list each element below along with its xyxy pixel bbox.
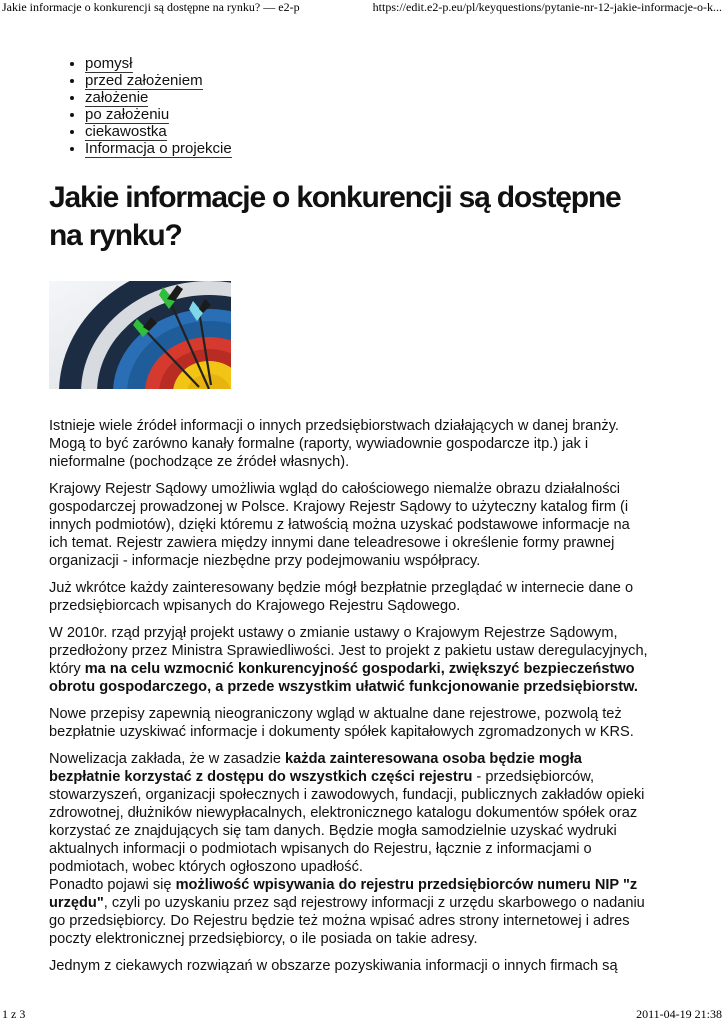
nav-link-ciekawostka[interactable]: ciekawostka (85, 123, 167, 140)
print-footer (0, 1006, 724, 1022)
paragraph-4-text: W 2010r. rząd przyjął projekt ustawy o zmianie ustawy o Krajowym Rejestrze Sądowym, przedłożony przez Ministra Sprawiedliwości. Jest to projekt z pakietu ustaw deregulacyjnych, który (49, 625, 648, 677)
paragraph-6-text-a: Nowelizacja zakłada, że w zasadzie (49, 751, 286, 767)
nav-item-przed-zalozeniem (85, 72, 649, 89)
section-nav (49, 55, 649, 157)
paragraph-7-text-c: , czyli po uzyskaniu przez sąd rejestrowy informacji z urzędu skarbowego o nadaniu go przedsiębiorcy. Do Rejestru będzie też można wpisać adres strony internetowej i adres poczty elektronicznej przedsiębiorcy, o ile posiada on takie adresy. (49, 895, 645, 947)
page-title: Jakie informacje o konkurencji są dostępne na rynku? (49, 181, 621, 252)
nav-link-po-zalozeniu[interactable]: po założeniu (85, 106, 170, 123)
nav-item-ciekawostka (85, 123, 649, 140)
nav-link-pomysl[interactable]: pomysł (85, 55, 133, 72)
print-footer-page: 1 z 3 (2, 1007, 26, 1021)
nav-link-zalozenie[interactable]: założenie (85, 89, 149, 106)
print-header-url: https://edit.e2-p.eu/pl/keyquestions/pytanie-nr-12-jakie-informacje-o-k... (372, 0, 722, 14)
paragraph-7 (49, 876, 649, 948)
nav-link-przed-zalozeniem[interactable]: przed założeniem (85, 72, 203, 89)
nav-item-zalozenie (85, 89, 649, 106)
nav-item-informacja (85, 140, 649, 157)
paragraph-5: Nowe przepisy zapewnią nieograniczony wgląd w aktualne dane rejestrowe, pozwolą też bezpłatnie uzyskiwać informacje i dokumenty spółek kapitałowych zgromadzonych w KRS. (49, 706, 634, 740)
paragraph-7-bold: możliwość wpisywania do rejestru przedsiębiorców numeru NIP "z urzędu" (49, 877, 638, 911)
print-header-title: Jakie informacje o konkurencji są dostępne na rynku? — e2-p (2, 0, 300, 14)
paragraph-4 (49, 624, 649, 696)
print-header (0, 0, 724, 16)
paragraph-6-bold: każda zainteresowana osoba będzie mogła bezpłatnie korzystać z dostępu do wszystkich części rejestru (49, 751, 582, 785)
paragraph-1: Istnieje wiele źródeł informacji o innych przedsiębiorstwach działających w danej branży. Mogą to być zarówno kanały formalne (raporty, wywiadownie gospodarcze itp.) jak i nieformalne (pochodzące ze źródeł własnych). (49, 418, 619, 470)
nav-item-pomysl (85, 55, 649, 72)
nav-link-informacja-o-projekcie[interactable]: Informacja o projekcie (85, 140, 232, 157)
paragraph-6 (49, 750, 649, 876)
print-footer-datetime: 2011-04-19 21:38 (636, 1007, 722, 1021)
paragraph-3: Już wkrótce każdy zainteresowany będzie mógł bezpłatnie przeglądać w internecie dane o przedsiębiorcach wpisanych do Krajowego Rejestru Sądowego. (49, 580, 634, 614)
archery-target-arrows-image (49, 281, 231, 389)
page-content (49, 55, 649, 984)
paragraph-2: Krajowy Rejestr Sądowy umożliwia wgląd do całościowego niemalże obrazu działalności gospodarczej prowadzonej w Polsce. Krajowy Rejestr Sądowy to użyteczny katalog firm (i innych podmiotów), dzięki któremu z łatwością można uzyskać podstawowe informacje na ich temat. Rejestr zawiera między innymi dane teleadresowe i określenie formy prawnej organizacji - informacje niezbędne przy podejmowaniu współpracy. (49, 481, 630, 569)
paragraph-7-text-a: Ponadto pojawi się (49, 877, 176, 893)
nav-item-po-zalozeniu (85, 106, 649, 123)
paragraph-8: Jednym z ciekawych rozwiązań w obszarze pozyskiwania informacji o innych firmach są (49, 958, 618, 974)
paragraph-4-bold: ma na celu wzmocnić konkurencyjność gospodarki, zwiększyć bezpieczeństwo obrotu gospodarczego, a przede wszystkim ułatwić funkcjonowanie przedsiębiorstw. (49, 661, 638, 695)
paragraph-6-text-c: - przedsiębiorców, stowarzyszeń, organizacji społecznych i zawodowych, fundacji, publicznych zakładów opieki zdrowotnej, dłużników niewypłacalnych, elektronicznego katalogu dokumentów spółek oraz korzystać ze znajdujących się tam danych. Będzie mogła samodzielnie uzyskać wydruki aktualnych informacji o podmiotach wpisanych do Rejestru, łącznie z informacjami o podmiotach, wobec których ogłoszono upadłość. (49, 769, 645, 875)
